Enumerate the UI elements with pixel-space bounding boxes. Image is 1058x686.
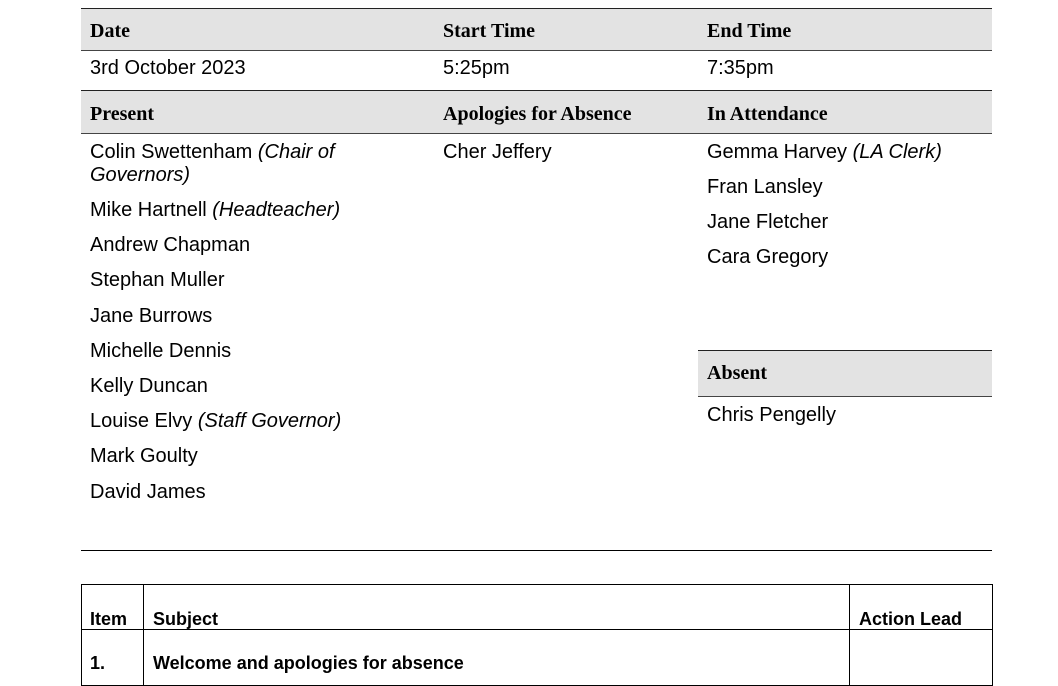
meeting-header-band bbox=[81, 8, 992, 51]
present-person: Mark Goulty bbox=[90, 445, 198, 467]
subject-column-header: Subject bbox=[153, 609, 219, 629]
item-column-header: Item bbox=[90, 609, 128, 629]
end-time-label: End Time bbox=[707, 20, 792, 42]
present-person: Andrew Chapman bbox=[90, 234, 251, 256]
attendee: Jane Fletcher bbox=[707, 211, 829, 233]
present-person bbox=[90, 199, 340, 222]
person-name: Gemma Harvey bbox=[707, 141, 848, 163]
attendee: Cara Gregory bbox=[707, 246, 829, 268]
present-person: Stephan Muller bbox=[90, 269, 225, 291]
present-person bbox=[90, 141, 335, 164]
present-person: David James bbox=[90, 481, 206, 503]
meeting-start-time: 5:25pm bbox=[443, 57, 510, 79]
apologies-label: Apologies for Absence bbox=[443, 103, 632, 125]
apologies-person: Cher Jeffery bbox=[443, 141, 552, 163]
attendee bbox=[707, 141, 942, 164]
action-lead-column-header: Action Lead bbox=[859, 609, 963, 629]
header-row-divider bbox=[82, 629, 992, 630]
attendee: Fran Lansley bbox=[707, 176, 823, 198]
meeting-date: 3rd October 2023 bbox=[90, 57, 246, 79]
person-role: (Chair of bbox=[257, 141, 335, 163]
agenda-item-number: 1. bbox=[90, 653, 106, 673]
present-person: Michelle Dennis bbox=[90, 340, 232, 362]
column-divider bbox=[143, 585, 144, 685]
absent-person: Chris Pengelly bbox=[707, 404, 836, 426]
start-time-label: Start Time bbox=[443, 20, 536, 42]
agenda-table bbox=[81, 584, 993, 686]
meeting-end-time: 7:35pm bbox=[707, 57, 774, 79]
section-divider bbox=[81, 550, 992, 551]
person-role: (Staff Governor) bbox=[197, 410, 342, 432]
person-name: Colin Swettenham bbox=[90, 141, 253, 163]
column-divider bbox=[849, 585, 850, 685]
person-name: Mike Hartnell bbox=[90, 199, 207, 221]
person-name: Louise Elvy bbox=[90, 410, 193, 432]
person-role: (LA Clerk) bbox=[852, 141, 942, 163]
date-label: Date bbox=[90, 20, 130, 42]
person-role: (Headteacher) bbox=[212, 199, 341, 221]
present-person: Kelly Duncan bbox=[90, 375, 208, 397]
present-label: Present bbox=[90, 103, 155, 125]
present-person: Jane Burrows bbox=[90, 305, 213, 327]
in-attendance-label: In Attendance bbox=[707, 103, 828, 125]
absent-label: Absent bbox=[707, 362, 768, 384]
person-role-continued: Governors) bbox=[90, 164, 191, 186]
present-person bbox=[90, 410, 341, 433]
agenda-item-subject: Welcome and apologies for absence bbox=[153, 653, 464, 673]
